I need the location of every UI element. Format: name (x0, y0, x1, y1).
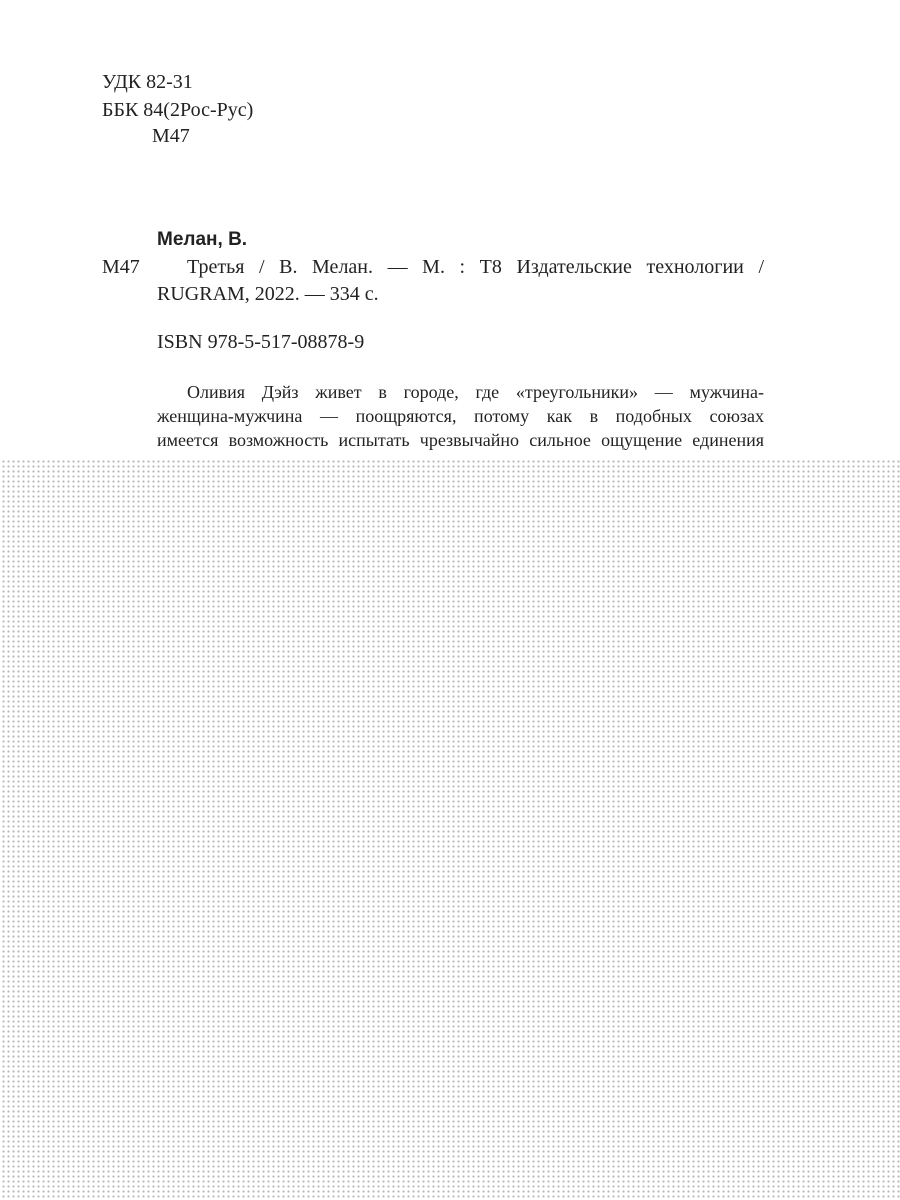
author-name: Мелан, В. (157, 229, 248, 250)
title-statement-line2: RUGRAM, 2022. — 334 с. (157, 283, 379, 305)
annotation-line: Оливия Дэйз живет в городе, где «треугольники» — мужчина- (187, 382, 764, 402)
title-statement-line1: Третья / В. Мелан. — М. : Т8 Издательские технологии / (187, 256, 764, 278)
annotation-line: женщина-мужчина — поощряются, потому как в подобных союзах (157, 406, 764, 426)
dotted-preview-overlay (0, 458, 900, 1200)
bbk-code: ББК 84(2Рос-Рус) (102, 99, 254, 121)
author-mark: М47 (152, 125, 190, 147)
udk-code: УДК 82-31 (102, 71, 193, 93)
annotation-line: имеется возможность испытать чрезвычайно сильное ощущение единения (157, 430, 764, 450)
shelf-mark: М47 (102, 256, 140, 278)
isbn-number: ISBN 978-5-517-08878-9 (157, 331, 365, 353)
